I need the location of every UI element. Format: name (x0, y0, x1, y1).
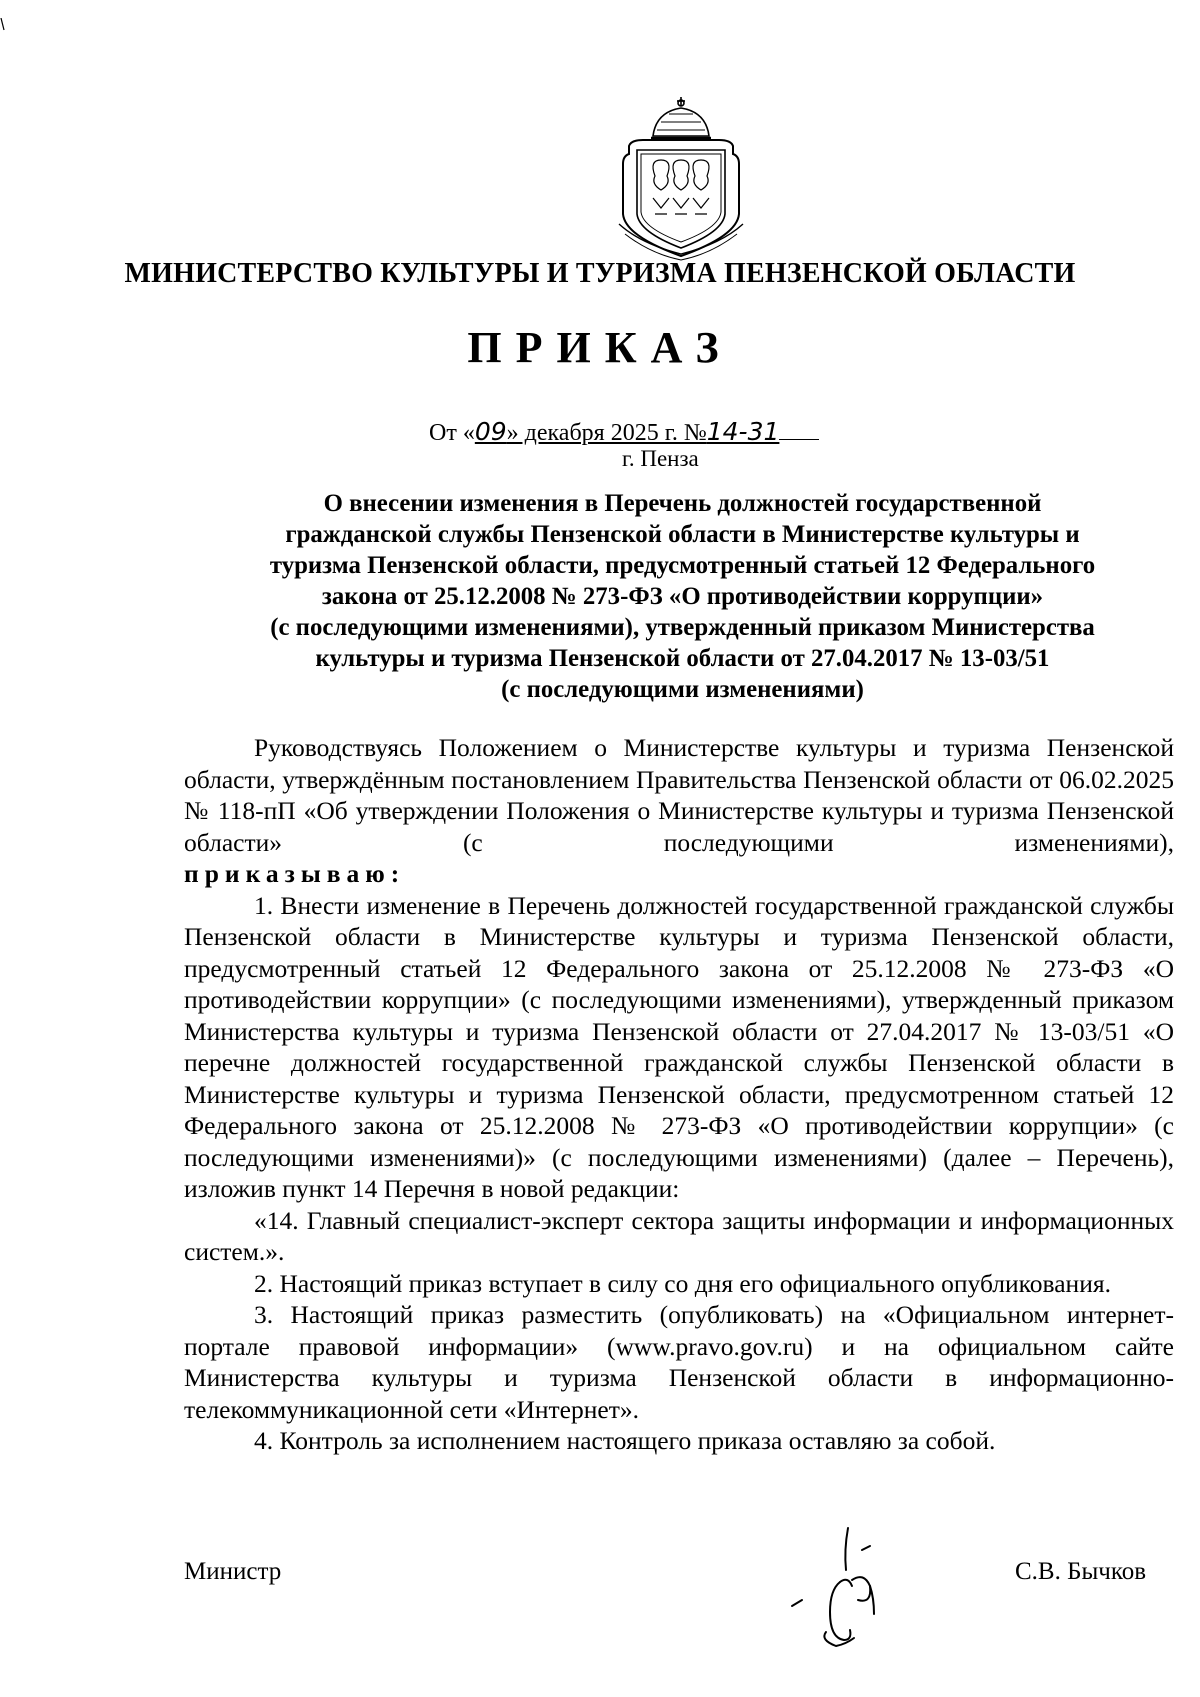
coat-of-arms-icon (611, 94, 751, 264)
item-1-quote: «14. Главный специалист-эксперт сектора защиты информации и информационных систем.». (184, 1205, 1174, 1266)
item-4: 4. Контроль за исполнением настоящего приказа оставляю за собой. (254, 1426, 996, 1455)
title-line: закона от 25.12.2008 № 273-ФЗ «О противодействии коррупции» (321, 583, 1044, 610)
title-line: гражданской службы Пензенской области в Министерстве культуры и (285, 521, 1080, 548)
title-line: туризма Пензенской области, предусмотренный статьей 12 Федерального (269, 552, 1096, 579)
date-rest: » декабря 2025 г. № (506, 420, 707, 446)
item-1: 1. Внести изменение в Перечень должностей государственной гражданской службы Пензенской области в Министерстве культуры и туризма Пензенской области, предусмотренный статьей 12 Федерального закона от 25.12.2008 № 273-ФЗ «О противодействии коррупции» (с последующими изменениями), утвержденный приказом Министерства культуры и туризма Пензенской области от 27.04.2017 № 13-03/51 «О перечне должностей государственной гражданской службы Пензенской области в Министерстве культуры и туризма Пензенской области, предусмотренном статьей 12 Федерального закона от 25.12.2008 № 273-ФЗ «О противодействии коррупции» (с последующими изменениями)» (с последующими изменениями) (далее – Перечень), изложив пункт 14 Перечня в новой редакции: (184, 890, 1174, 1203)
number-underline (779, 438, 819, 440)
signature-image (790, 1520, 940, 1655)
organization-name: МИНИСТЕРСТВО КУЛЬТУРЫ И ТУРИЗМА ПЕНЗЕНСКОЙ ОБЛАСТИ (124, 258, 1076, 289)
signatory-position: Министр (184, 1558, 282, 1585)
title-line: (с последующими изменениями) (501, 676, 864, 703)
item-3: 3. Настоящий приказ разместить (опубликовать) на «Официальном интернет-портале правовой информации» (www.pravo.gov.ru) и на официальном сайте Министерства культуры и туризма Пензенской области в информационно-телекоммуникационной сети «Интернет». (184, 1300, 1174, 1424)
order-body (184, 732, 1174, 1457)
title-line: культуры и туризма Пензенской области от 27.04.2017 № 13-03/51 (315, 645, 1050, 672)
title-line: (с последующими изменениями), утвержденный приказом Министерства (270, 614, 1095, 641)
date-number-line (429, 417, 819, 447)
date-prefix: От « (429, 420, 475, 446)
order-title (190, 488, 1175, 705)
document-type: ПРИКАЗ (467, 323, 733, 372)
signatory-name: С.В. Бычков (1015, 1558, 1147, 1585)
order-number: 14-31 (706, 417, 780, 446)
order-word: приказываю: (184, 859, 406, 888)
title-line: О внесении изменения в Перечень должностей государственной (323, 490, 1042, 517)
scan-mark (0, 18, 6, 32)
date-day: 09 (474, 417, 507, 446)
city: г. Пенза (622, 446, 699, 471)
preamble: Руководствуясь Положением о Министерстве культуры и туризма Пензенской области, утверждённым постановлением Правительства Пензенской области от 06.02.2025 № 118-пП «Об утверждении Положения о Министерстве культуры и туризма Пензенской области» (с последующими изменениями), (184, 733, 1174, 857)
item-2: 2. Настоящий приказ вступает в силу со дня его официального опубликования. (254, 1268, 1111, 1298)
